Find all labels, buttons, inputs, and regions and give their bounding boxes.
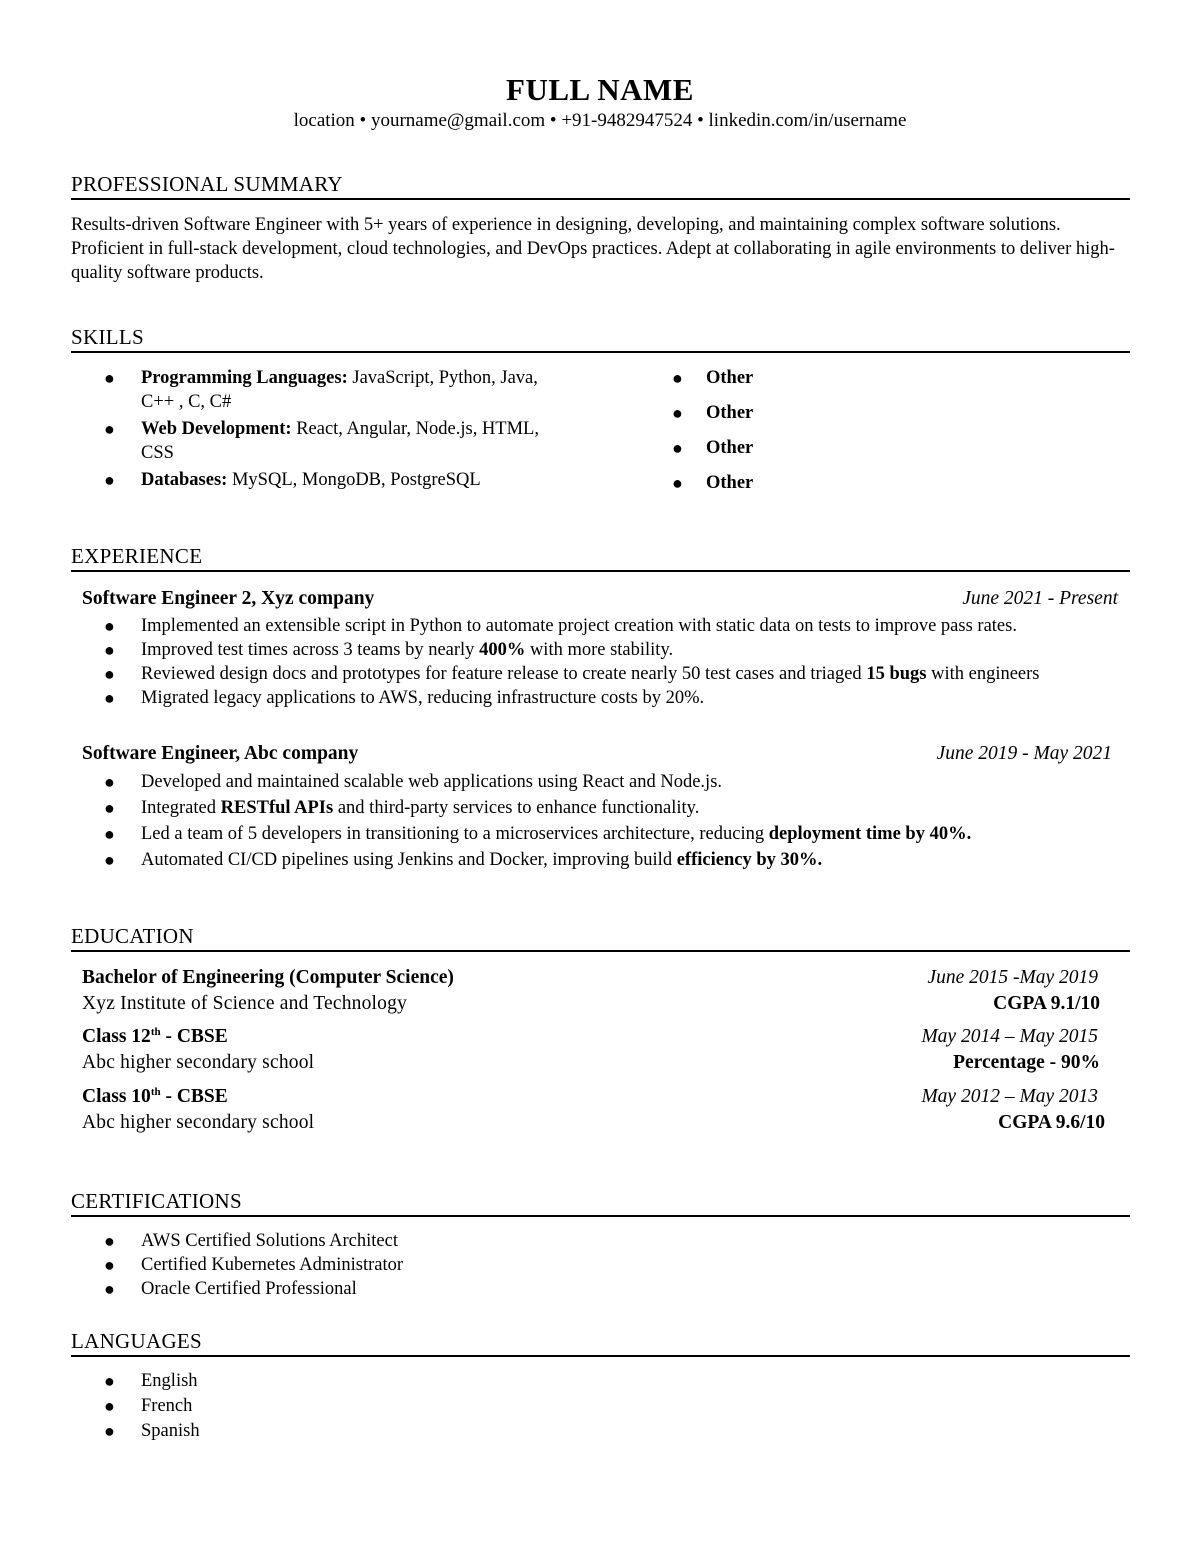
education-dates: May 2014 – May 2015 [921, 1026, 1098, 1047]
skills-list-right [672, 366, 1006, 495]
job-dates: June 2021 - Present [962, 588, 1118, 609]
education-degree: Class 10th - CBSE [82, 1086, 228, 1107]
education-dates: May 2012 – May 2013 [921, 1086, 1098, 1107]
education-score: Percentage - 90% [953, 1052, 1100, 1073]
certification-item: ● AWS Certified Solutions Architect [104, 1231, 398, 1251]
section-heading-languages: LANGUAGES [71, 1328, 1130, 1357]
job-bullet: ● Integrated RESTful APIs and third-party services to enhance functionality. [104, 798, 700, 818]
education-school: Abc higher secondary school [82, 1112, 315, 1133]
skill-item-other: ● Other [672, 438, 754, 458]
skill-item: ● Web Development: React, Angular, Node.js, HTML, CSS [104, 419, 539, 463]
section-heading-certifications: CERTIFICATIONS [71, 1188, 1130, 1217]
contact-line: location • yourname@gmail.com • +91-9482947524 • linkedin.com/in/username [293, 110, 907, 131]
certification-item: ● Certified Kubernetes Administrator [104, 1255, 404, 1275]
languages-list [104, 1369, 1041, 1443]
job-bullet: ● Migrated legacy applications to AWS, reducing infrastructure costs by 20%. [104, 688, 705, 708]
job-bullet: ● Led a team of 5 developers in transitioning to a microservices architecture, reducing deployment time by 40%. [104, 824, 972, 844]
skill-item: ● Programming Languages: JavaScript, Python, Java, C++ , C, C# [104, 368, 538, 412]
job-title: Software Engineer, Abc company [82, 743, 359, 764]
section-heading-experience: EXPERIENCE [71, 543, 1130, 572]
job-dates: June 2019 - May 2021 [936, 743, 1112, 764]
language-item: ● Spanish [104, 1421, 200, 1441]
certification-item: ● Oracle Certified Professional [104, 1279, 357, 1299]
job-bullet: ● Reviewed design docs and prototypes for feature release to create nearly 50 test cases and triaged 15 bugs with engineers [104, 664, 1040, 684]
language-item: ● French [104, 1396, 193, 1416]
full-name: FULL NAME [506, 72, 694, 107]
language-item: ● English [104, 1371, 198, 1391]
skill-item-other: ● Other [672, 368, 754, 388]
skill-item: ● Databases: MySQL, MongoDB, PostgreSQL [104, 470, 481, 490]
education-score: CGPA 9.1/10 [993, 993, 1100, 1014]
education-score: CGPA 9.6/10 [998, 1112, 1105, 1133]
job-title: Software Engineer 2, Xyz company [82, 588, 375, 609]
job-bullets [104, 614, 1131, 710]
skill-item-other: ● Other [672, 403, 754, 423]
section-heading-education: EDUCATION [71, 923, 1130, 952]
education-school: Abc higher secondary school [82, 1052, 315, 1073]
job-bullets [104, 770, 1131, 872]
summary-text: Results-driven Software Engineer with 5+ years of experience in designing, developing, and maintaining complex software solutions. Proficient in full-stack development, cloud technologies, and DevOps practices. Adept at collaborating in agile environments to deliver high-quality software products. [71, 215, 1115, 283]
section-heading-skills: SKILLS [71, 324, 1130, 353]
skills-list-left [104, 366, 551, 492]
certifications-list [104, 1229, 1041, 1301]
job-bullet: ● Automated CI/CD pipelines using Jenkins and Docker, improving build efficiency by 30%. [104, 850, 823, 870]
education-dates: June 2015 -May 2019 [927, 967, 1098, 988]
education-school: Xyz Institute of Science and Technology [82, 993, 408, 1014]
job-bullet: ● Improved test times across 3 teams by nearly 400% with more stability. [104, 640, 674, 660]
education-degree: Class 12th - CBSE [82, 1026, 228, 1047]
section-heading-summary: PROFESSIONAL SUMMARY [71, 171, 1130, 200]
skill-item-other: ● Other [672, 473, 754, 493]
education-degree: Bachelor of Engineering (Computer Science) [82, 967, 454, 988]
job-bullet: ● Implemented an extensible script in Python to automate project creation with static data on tests to improve pass rates. [104, 616, 1017, 636]
job-bullet: ● Developed and maintained scalable web applications using React and Node.js. [104, 772, 723, 792]
